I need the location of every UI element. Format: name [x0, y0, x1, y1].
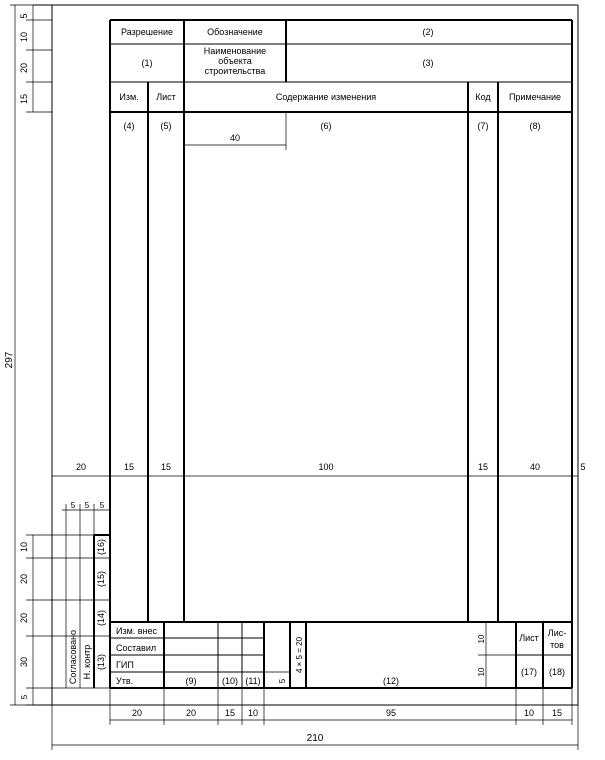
- stamp-listov-line-1: Лис-: [547, 628, 567, 638]
- ref-16: (16): [96, 538, 106, 556]
- naimenovanie-line-2: объекта: [218, 56, 252, 66]
- main-frame: [110, 20, 572, 688]
- stamp-utv: Утв.: [116, 676, 134, 686]
- dim-bottom-20a: 20: [131, 708, 143, 718]
- dim-w15c: 15: [477, 462, 489, 472]
- col-kod: Код: [475, 92, 491, 102]
- ref-12: (12): [382, 676, 400, 686]
- ref-11: (11): [245, 676, 261, 686]
- col-primechanie: Примечание: [508, 92, 562, 102]
- dim-side-30: 30: [19, 656, 29, 668]
- dim-side-20b: 20: [19, 612, 29, 624]
- dim-40-inner: 40: [229, 133, 241, 143]
- side-stamp: [19, 501, 110, 705]
- dim-stamp-10a: 10: [477, 634, 486, 644]
- dim-bottom-95: 95: [385, 708, 397, 718]
- dim-w100: 100: [318, 462, 334, 472]
- header-razreshenie: Разрешение: [121, 27, 173, 37]
- side-soglasovano: Согласовано: [68, 629, 78, 685]
- ref-8: (8): [529, 121, 541, 131]
- ref-9: (9): [185, 676, 197, 686]
- dim-side-5a: 5: [70, 501, 76, 510]
- col-soderzhanie: Содержание изменения: [275, 92, 377, 102]
- header-oboznachenie: Обозначение: [207, 27, 263, 37]
- dim-w15a: 15: [123, 462, 135, 472]
- ref-1: (1): [141, 58, 153, 68]
- col-list: Лист: [156, 92, 176, 102]
- dim-20-top: 20: [19, 62, 29, 74]
- dim-15-top: 15: [19, 93, 29, 105]
- col-izm: Изм.: [119, 92, 139, 102]
- dim-w40: 40: [529, 462, 541, 472]
- inner-dim-40: [184, 112, 286, 150]
- stamp-sostavil: Составил: [116, 643, 157, 653]
- dim-side-5-bottom: 5: [20, 694, 29, 700]
- dim-stamp-4x5: 4 × 5 = 20: [295, 636, 304, 674]
- dim-stamp-5: 5: [278, 678, 287, 684]
- dim-side-5c: 5: [99, 501, 105, 510]
- ref-3: (3): [422, 58, 434, 68]
- dim-10-top: 10: [19, 31, 29, 43]
- dim-bottom-10a: 10: [247, 708, 259, 718]
- ref-14: (14): [96, 609, 106, 627]
- dim-w15b: 15: [160, 462, 172, 472]
- dim-w20: 20: [75, 462, 87, 472]
- dim-side-20a: 20: [19, 573, 29, 585]
- stamp-list: Лист: [519, 633, 539, 643]
- dim-side-10: 10: [19, 541, 29, 553]
- dim-bottom-15: 15: [224, 708, 236, 718]
- dim-bottom-210: 210: [306, 733, 324, 744]
- ref-7: (7): [477, 121, 489, 131]
- ref-6: (6): [320, 121, 332, 131]
- title-block: [110, 622, 572, 688]
- ref-15: (15): [96, 570, 106, 588]
- stamp-izm-vnes: Изм. внес: [116, 626, 158, 636]
- stamp-listov-line-2: тов: [550, 640, 564, 650]
- ref-2: (2): [422, 27, 434, 37]
- ref-17: (17): [520, 667, 538, 677]
- dim-297: 297: [4, 351, 15, 369]
- side-n-kontr: Н. контр: [82, 644, 92, 680]
- sheet-outline: [33, 5, 578, 705]
- ref-13: (13): [96, 653, 106, 671]
- bottom-dimension-row: [52, 688, 578, 750]
- naimenovanie-line-1: Наименование: [203, 46, 267, 56]
- dim-stamp-10b: 10: [477, 667, 486, 677]
- width-dimension-row: [52, 462, 586, 476]
- dim-bottom-15b: 15: [551, 708, 563, 718]
- ref-5: (5): [160, 121, 172, 131]
- dim-5-top: 5: [19, 13, 29, 19]
- naimenovanie-line-3: строительства: [204, 66, 266, 76]
- dim-side-5b: 5: [84, 501, 90, 510]
- dim-bottom-10b: 10: [523, 708, 535, 718]
- ref-18: (18): [548, 667, 566, 677]
- ref-10: (10): [221, 676, 239, 686]
- stamp-gip: ГИП: [116, 660, 134, 670]
- dim-bottom-20b: 20: [185, 708, 197, 718]
- dim-w5: 5: [580, 462, 586, 472]
- ref-4: (4): [123, 121, 135, 131]
